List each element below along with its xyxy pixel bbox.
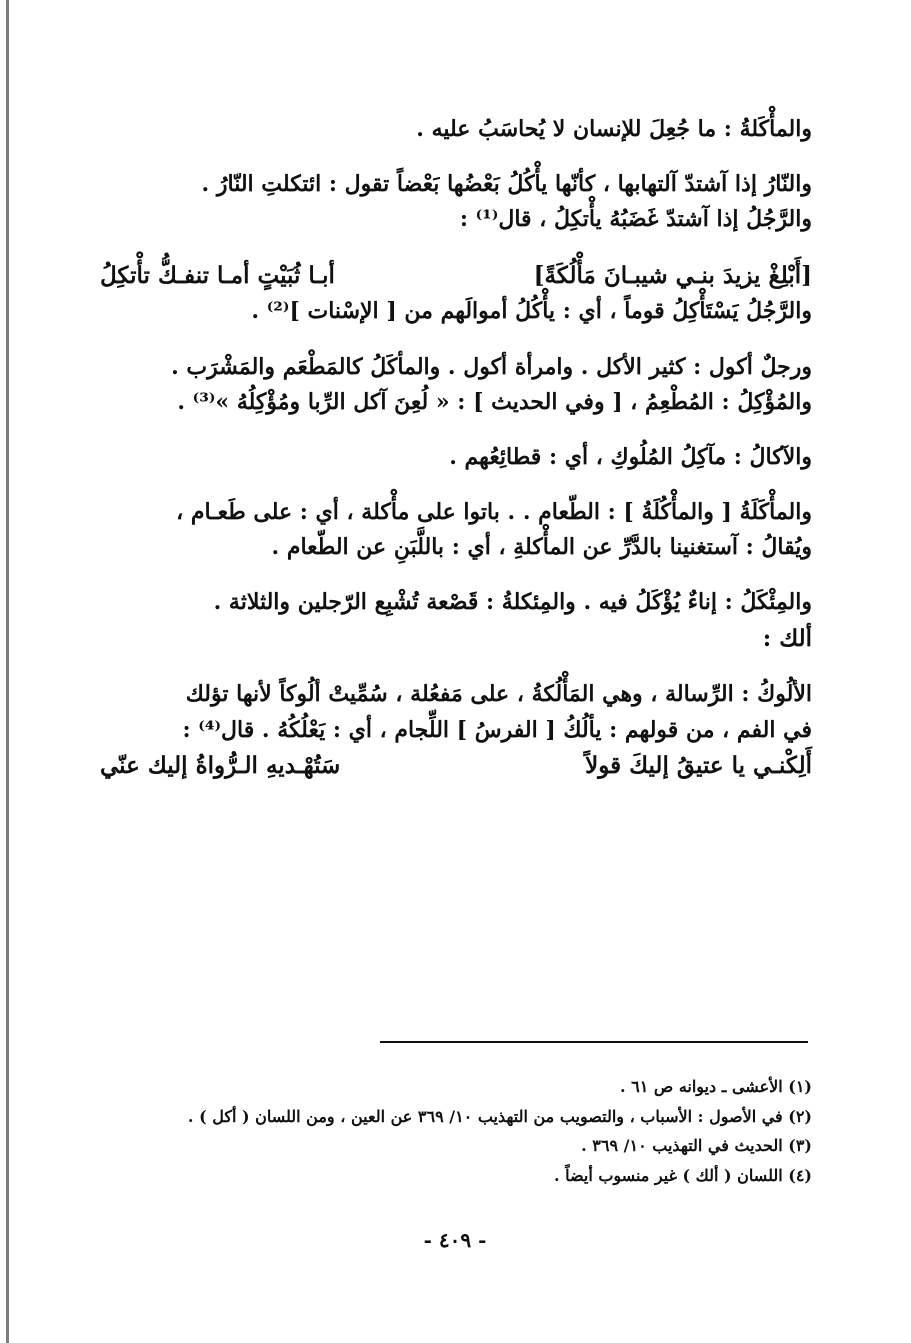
paragraph-4-line-2: والمُؤْكِلُ : المُطْعِمُ ، [ وفي الحديث ] : « لُعِنَ آكل الرِّبا ومُؤْكِلُهُ »⁽³⁾ .	[177, 388, 812, 415]
binding-edge-line	[6, 0, 9, 1343]
paragraph-8-line-1: الألُوكُ : الرِّسالة ، وهي المَأْلُكةُ ، على مَفعُلة ، سُمِّيتْ ألُوكاً لأنها تؤلك	[185, 681, 812, 708]
paragraph-2-line-2: والرَّجُلُ إذا آشتدّ غَضَبُهُ يأْتكِلُ ، قال⁽¹⁾ :	[459, 206, 812, 233]
footnotes	[100, 1072, 812, 1190]
footnote-1: (١) الأعشى ـ ديوانه ص ٦١ .	[620, 1077, 812, 1096]
paragraph-6-line-1: والمأْكَلَةُ [ والمأْكُلَةُ ] : الطّعام . . باتوا على مأْكلة ، أي : على طَعـام ،	[176, 499, 812, 526]
footnote-3: (٣) الحديث في التهذيب ١٠/ ٣٦٩ .	[581, 1136, 812, 1156]
verse-1-second-hemistich: أبـا ثُبَيْتٍ أمـا تنفـكُّ تأْتكِلُ	[100, 261, 335, 289]
paragraph-8-line-2: في الفم ، من قولهم : يألُكُ [ الفرسُ ] اللِّجام ، أي : يَعْلُكُهُ . قال⁽⁴⁾ :	[182, 716, 812, 743]
footnote-4: (٤) اللسان ( ألك ) غير منسوب أيضاً .	[553, 1165, 812, 1185]
paragraph-6-line-2: ويُقالُ : آستغنينا بالدَّرِّ عن المأْكلةِ ، أي : باللَّبَنِ عن الطّعام .	[271, 534, 812, 561]
entry-heading: ألك :	[762, 624, 812, 652]
paragraph-7: والمِئْكَلُ : إناءٌ يُؤْكَلُ فيه . والمِئكلةُ : قَصْعة تُشْبِع الرّجلين والثلاثة .	[213, 589, 812, 616]
verse-2-first-hemistich: أَلِكْنـي يا عتيقُ إليكَ قولاً	[585, 751, 812, 779]
footnote-2: (٢) في الأصول : الأسباب ، والتصويب من التهذيب ١٠/ ٣٦٩ عن العين ، ومن اللسان ( أكل ) .	[187, 1106, 812, 1126]
verse-1-first-hemistich: [أَبْلِغْ يزيدَ بنـي شيبـانَ مَأْلُكَةً]	[533, 261, 812, 289]
main-text	[100, 112, 812, 785]
paragraph-2-line-1: والنّارُ إذا آشتدّ آلتهابها ، كأنّها يأْكُلُ بَعْضُها بَعْضاً تقول : ائتكلتِ النّارُ .	[201, 171, 812, 198]
verse-1	[100, 258, 812, 295]
verse-2	[100, 748, 812, 785]
paragraph-4-line-1: ورجلٌ أكول : كثير الأكل . وامرأة أكول . والمأكَلُ كالمَطْعَم والمَشْرَب .	[171, 353, 812, 380]
paragraph-1: والمأْكَلةُ : ما جُعِلَ للإنسان لا يُحاسَبُ عليه .	[416, 116, 812, 142]
page-number: - ٤٠٩ -	[423, 1228, 487, 1252]
paragraph-5: والآكالُ : مآكِلُ المُلُوكِ ، أي : قطائِعُهم .	[449, 443, 812, 470]
verse-2-second-hemistich: سَتُهْـديهِ الـرُّواةُ إليك عنّي	[100, 751, 341, 779]
paragraph-3: والرَّجُلُ يَسْتَأْكِلُ قوماً ، أي : يأْكُلُ أموالَهم من [ الإسْنات ]⁽²⁾ .	[251, 298, 812, 325]
footnote-separator	[380, 1041, 808, 1043]
